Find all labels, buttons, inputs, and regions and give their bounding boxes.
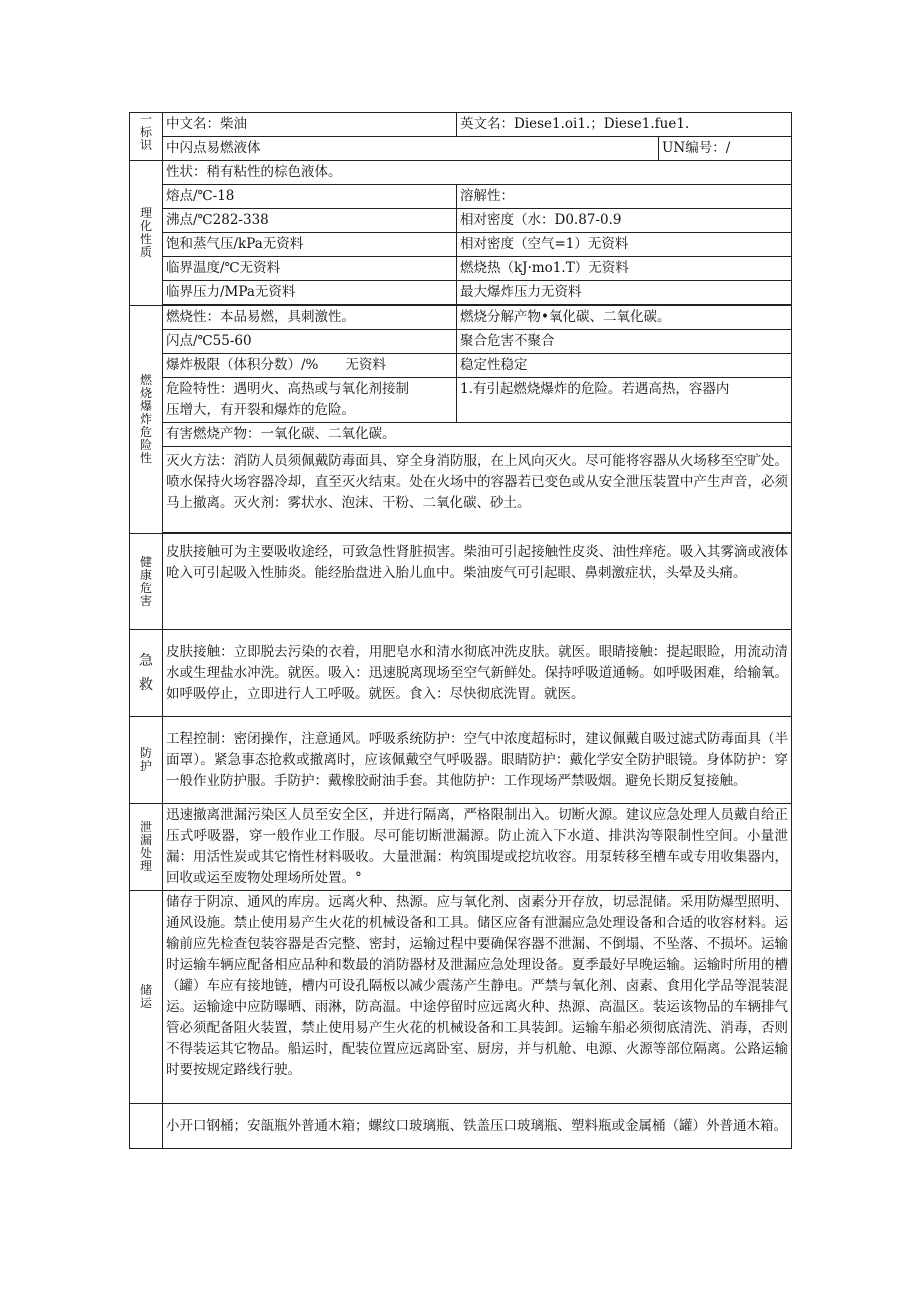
ident-row-1 bbox=[130, 113, 792, 137]
first-aid-row bbox=[130, 630, 792, 717]
msds-table bbox=[129, 112, 792, 1149]
hazard-line-1: 危险特性：遇明火、高热或与氧化剂接制 bbox=[166, 381, 409, 397]
hazard-characteristics bbox=[163, 378, 457, 423]
max-explosion-pressure: 最大爆炸压力无资料 bbox=[457, 281, 792, 305]
physchem-row-2 bbox=[130, 185, 792, 209]
protection-text: 工程控制：密闭操作，注意通风。呼吸系统防护：空气中浓度超标时，建议佩戴自吸过滤式防毒面具（半面罩）。紧急事态抢救或撤离时，应该佩戴空气呼吸器。眼睛防护：戴化学安全防护眼镜。身体防护：穿一般作业防护服。手防护：戴橡胶耐油手套。其他防护：工作现场严禁吸烟。避免长期反复接触。 bbox=[163, 717, 792, 804]
explosion-limit: 爆炸极限（体积分数）/% 无资料 bbox=[163, 354, 457, 378]
section-protection: 防护 bbox=[130, 717, 163, 804]
appearance: 性状：稍有粘性的棕色液体。 bbox=[163, 161, 792, 185]
fire-row-2 bbox=[130, 330, 792, 354]
section-storage: 储运 bbox=[130, 891, 163, 1104]
packaging-text: 小开口钢桶；安瓿瓶外普通木箱；螺纹口玻璃瓶、铁盖压口玻璃瓶、塑料瓶或金属桶（罐）外普通木箱。 bbox=[163, 1104, 792, 1149]
section-fire: 燃烧爆炸危险性 bbox=[130, 306, 163, 534]
first-aid-text: 皮肤接触：立即脱去污染的衣着，用肥皂水和清水彻底冲洗皮肤。就医。眼睛接触：提起眼睑，用流动清水或生理盐水冲洗。就医。吸入：迅速脱离现场至空气新鲜处。保持呼吸道通畅。如呼吸困难，给输氧。如呼吸停止，立即进行人工呼吸。就医。食入：尽快彻底洗胃。就医。 bbox=[163, 630, 792, 717]
section-health: 健康危害 bbox=[130, 534, 163, 630]
physchem-row-5 bbox=[130, 257, 792, 281]
category: 中闪点易燃液体 bbox=[163, 137, 659, 161]
flammability: 燃烧性：本品易燃，具刺激性。 bbox=[163, 306, 457, 330]
hazard-line-2: 压增大，有开裂和爆炸的危险。 bbox=[166, 402, 355, 418]
fire-row-1 bbox=[130, 306, 792, 330]
solubility: 溶解性： bbox=[457, 185, 792, 209]
un-number: UN编号：/ bbox=[659, 137, 792, 161]
decomposition-products: 燃烧分解产物•氧化碳、二氧化碳。 bbox=[457, 306, 792, 330]
stability: 稳定性稳定 bbox=[457, 354, 792, 378]
extinguishing-method: 灭火方法：消防人员须佩戴防毒面具、穿全身消防服，在上风向灭火。尽可能将容器从火场移至空旷处。喷水保持火场容器冷却，直至灭火结束。处在火场中的容器若已变色或从安全泄压装置中产生声音，必须马上撤离。灭火剂：雾状水、泡沫、干粉、二氧化碳、砂土。 bbox=[163, 447, 792, 533]
health-text: 皮肤接触可为主要吸收途经，可致急性肾脏损害。柴油可引起接触性皮炎、油性痒疮。吸入其雾滴或液体呛入可引起吸入性肺炎。能经胎盘进入胎儿血中。柴油废气可引起眼、鼻刺激症状，头晕及头痛。 bbox=[163, 534, 792, 630]
section-packaging bbox=[130, 1104, 163, 1149]
fire-row-4 bbox=[130, 378, 792, 423]
fire-row-3 bbox=[130, 354, 792, 378]
storage-text: 储存于阴凉、通风的库房。远离火种、热源。应与氧化剂、卤素分开存放，切忌混储。采用防爆型照明、通风设施。禁止使用易产生火花的机械设备和工具。储区应备有泄漏应急处理设备和合适的收容材料。运输前应先检查包装容器是否完整、密封，运输过程中要确保容器不泄漏、不倒塌、不坠落、不损坏。运输时运输车辆应配备相应品种和数最的消防器材及泄漏应急处理设备。夏季最好早晚运输。运输时所用的槽（罐）车应有接地链，槽内可设孔隔板以减少震荡产生静电。严禁与氧化剂、卤素、食用化学品等混装混运。运输途中应防曝晒、雨淋，防高温。中途停留时应远离火种、热源、高温区。装运该物品的车辆排气管必须配备阻火装置，禁止使用易产生火花的机械设备和工具装卸。运输车船必须彻底清洗、消毒，否则不得装运其它物品。船运时，配装位置应远离卧室、厨房，并与机舱、电源、火源等部位隔离。公路运输时要按规定路线行驶。 bbox=[163, 891, 792, 1104]
section-ident: 一 标识 bbox=[130, 113, 163, 161]
cn-name: 中文名：柴油 bbox=[163, 113, 457, 137]
combustion-heat: 燃烧热（kJ·mo1.T）无资料 bbox=[457, 257, 792, 281]
packaging-row bbox=[130, 1104, 792, 1149]
harmful-combustion-products: 有害燃烧产物：一氧化碳、二氧化碳。 bbox=[163, 423, 792, 447]
fire-row-6 bbox=[130, 447, 792, 533]
physchem-row-6 bbox=[130, 281, 792, 305]
flash-point: 闪点/℃55-60 bbox=[163, 330, 457, 354]
critical-temp: 临界温度/℃无资料 bbox=[163, 257, 457, 281]
section-first-aid: 急救 bbox=[130, 630, 163, 717]
physchem-row-1 bbox=[130, 161, 792, 185]
section-leak: 泄漏处理 bbox=[130, 804, 163, 891]
melting-point: 熔点/℃-18 bbox=[163, 185, 457, 209]
rel-density-air: 相对密度（空气=1）无资料 bbox=[457, 233, 792, 257]
ident-row-2 bbox=[130, 137, 792, 161]
en-name: 英文名：Diese1.oi1.；Diese1.fue1. bbox=[457, 113, 792, 137]
critical-pressure: 临界压力/MPa无资料 bbox=[163, 281, 457, 305]
fire-row-5 bbox=[130, 423, 792, 447]
leak-text: 迅速撤离泄漏污染区人员至安全区，并进行隔离，严格限制出入。切断火源。建议应急处理人员戴自给正压式呼吸器，穿一般作业工作服。尽可能切断泄漏源。防止流入下水道、排洪沟等限制性空间。小量泄漏：用活性炭或其它惰性材料吸收。大量泄漏：构筑围堤或挖坑收容。用泵转移至槽车或专用收集器内，回收或运至废物处理场所处置。° bbox=[163, 804, 792, 891]
boiling-point: 沸点/℃282-338 bbox=[163, 209, 457, 233]
hazard-continued: 1.有引起燃烧爆炸的危险。若遇高热，容器内 bbox=[457, 378, 792, 423]
physchem-row-3 bbox=[130, 209, 792, 233]
leak-row bbox=[130, 804, 792, 891]
rel-density-water: 相对密度（水：D0.87-0.9 bbox=[457, 209, 792, 233]
vapor-pressure: 饱和蒸气压/kPa无资料 bbox=[163, 233, 457, 257]
physchem-row-4 bbox=[130, 233, 792, 257]
storage-row bbox=[130, 891, 792, 1104]
health-row bbox=[130, 534, 792, 630]
section-physchem: 理化性质 bbox=[130, 161, 163, 306]
protection-row bbox=[130, 717, 792, 804]
polymerization-hazard: 聚合危害不聚合 bbox=[457, 330, 792, 354]
